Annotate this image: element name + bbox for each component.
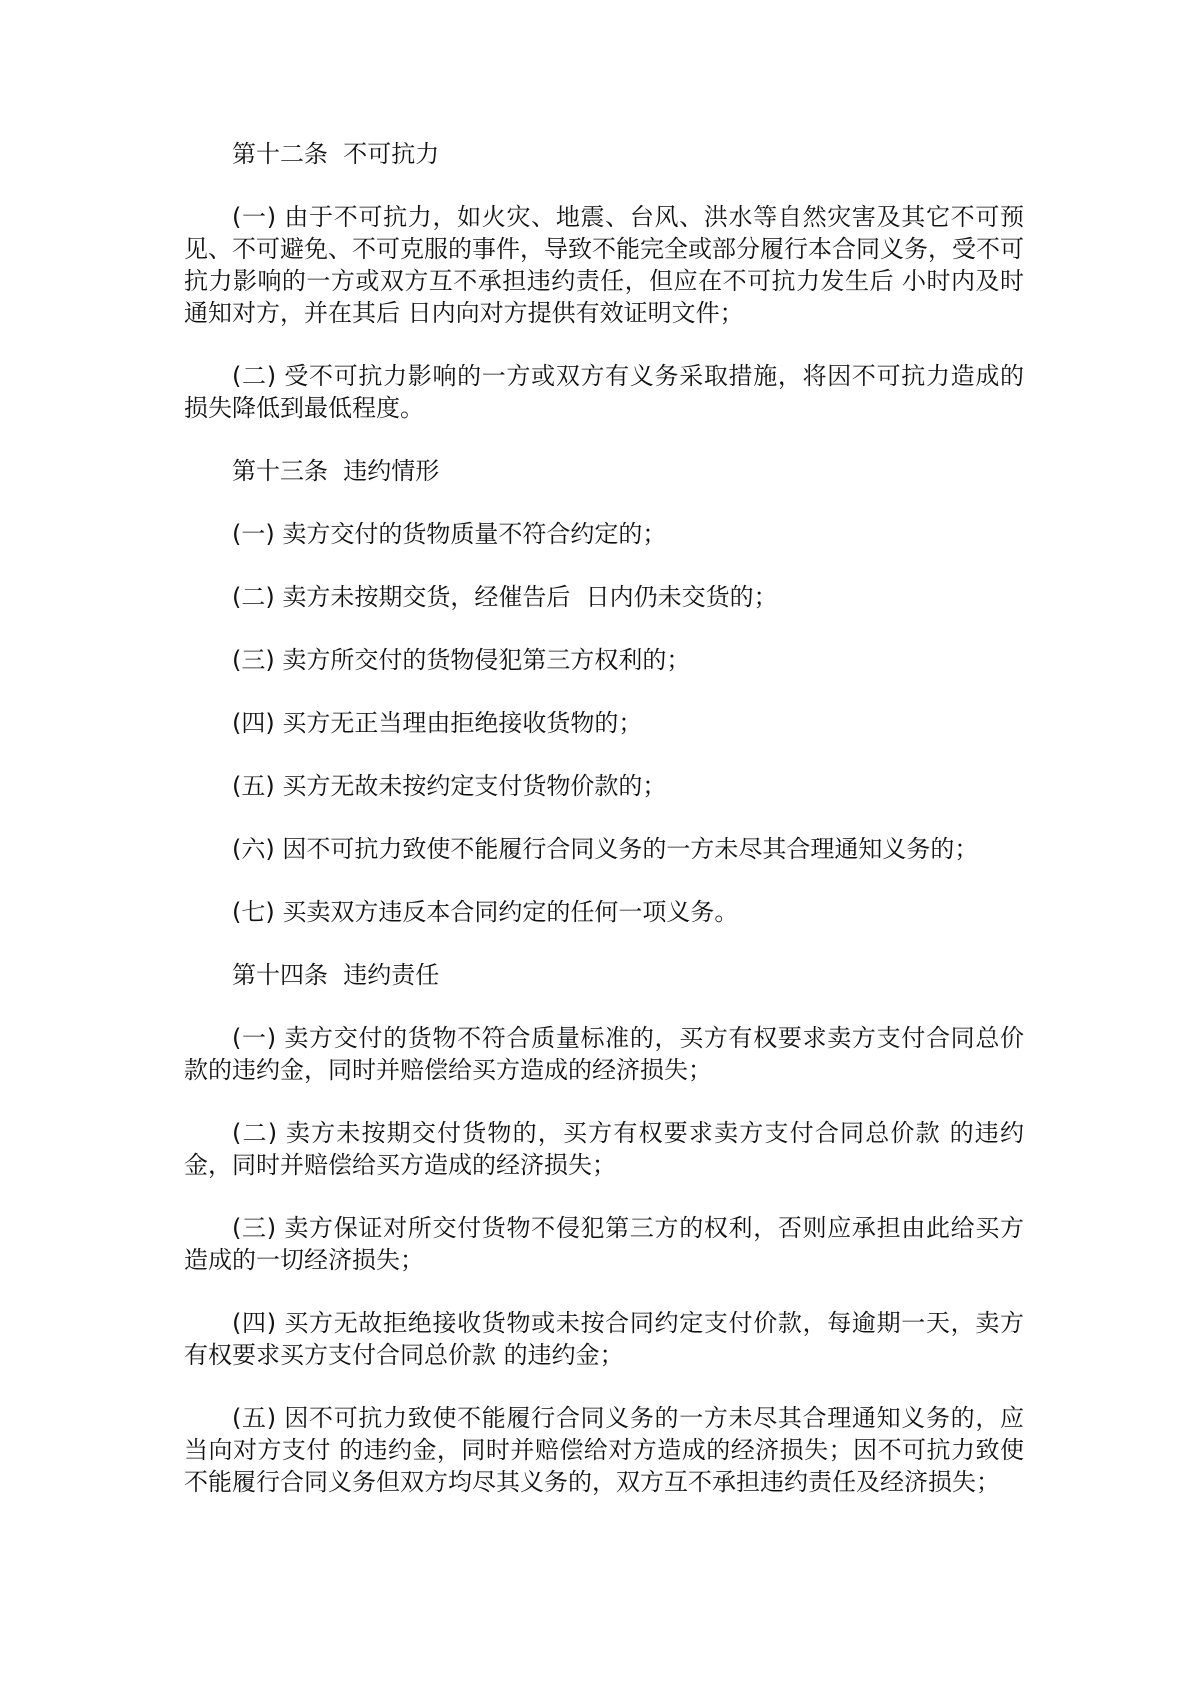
- article-14-item-4: (四) 买方无故拒绝接收货物或未按合同约定支付价款，每逾期一天，卖方有权要求买方支付合同总价款 的违约金；: [184, 1309, 1024, 1369]
- article-13-item-4: (四) 买方无正当理由拒绝接收货物的；: [232, 709, 643, 737]
- article-14-item-1: (一) 卖方交付的货物不符合质量标准的，买方有权要求卖方支付合同总价款的违约金，同时并赔偿给买方造成的经济损失；: [184, 1024, 1024, 1084]
- article-13-item-5: (五) 买方无故未按约定支付货物价款的；: [232, 772, 667, 800]
- document-page: [184, 138, 1024, 1529]
- article-14-item-3: (三) 卖方保证对所交付货物不侵犯第三方的权利，否则应承担由此给买方造成的一切经济损失；: [184, 1214, 1024, 1274]
- article-12-item-2: (二) 受不可抗力影响的一方或双方有义务采取措施，将因不可抗力造成的损失降低到最低程度。: [184, 362, 1024, 422]
- article-12-title: 第十二条 不可抗力: [232, 140, 440, 168]
- article-13-title: 第十三条 违约情形: [232, 457, 440, 485]
- article-13-item-2: (二) 卖方未按期交货，经催告后 日内仍未交货的；: [232, 583, 778, 611]
- article-14-item-2: (二) 卖方未按期交付货物的，买方有权要求卖方支付合同总价款 的违约金，同时并赔偿给买方造成的经济损失；: [184, 1119, 1024, 1179]
- article-13-item-6: (六) 因不可抗力致使不能履行合同义务的一方未尽其合理通知义务的；: [232, 835, 979, 863]
- article-12-item-1: (一) 由于不可抗力，如火灾、地震、台风、洪水等自然灾害及其它不可预见、不可避免、不可克服的事件，导致不能完全或部分履行本合同义务，受不可抗力影响的一方或双方互不承担违约责任，但应在不可抗力发生后 小时内及时通知对方，并在其后 日内向对方提供有效证明文件；: [184, 203, 1024, 327]
- article-13-item-1: (一) 卖方交付的货物质量不符合约定的；: [232, 520, 667, 548]
- article-13-item-3: (三) 卖方所交付的货物侵犯第三方权利的；: [232, 646, 691, 674]
- article-13-item-7: (七) 买卖双方违反本合同约定的任何一项义务。: [232, 898, 739, 926]
- article-14-item-5: (五) 因不可抗力致使不能履行合同义务的一方未尽其合理通知义务的，应当向对方支付 的违约金，同时并赔偿给对方造成的经济损失；因不可抗力致使不能履行合同义务但双方均尽其义务的，双方互不承担违约责任及经济损失；: [184, 1404, 1024, 1496]
- article-14-title: 第十四条 违约责任: [232, 961, 440, 989]
